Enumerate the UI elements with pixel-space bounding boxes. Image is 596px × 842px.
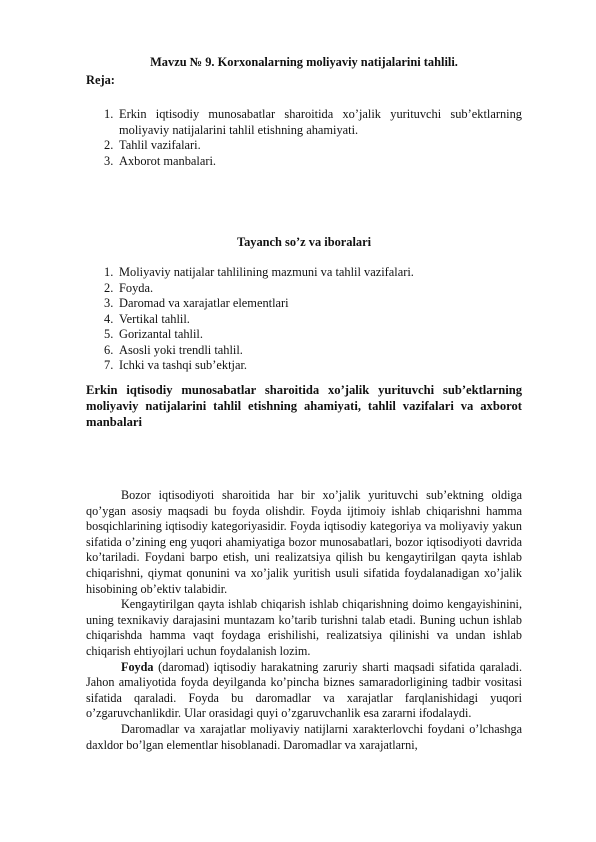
list-number: 3. [104, 153, 114, 168]
list-item [104, 327, 522, 343]
keywords-list [104, 265, 522, 374]
keywords-title: Tayanch so’z va iboralari [236, 235, 372, 249]
list-item [104, 107, 522, 138]
list-number: 6. [104, 342, 114, 357]
list-item-text: Moliyaviy natijalar tahlilining mazmuni va tahlil vazifalari. [119, 265, 414, 279]
list-item [104, 265, 522, 281]
list-number: 5. [104, 327, 114, 341]
paragraph [86, 660, 522, 722]
list-item [104, 343, 522, 359]
list-number: 1. [104, 107, 114, 121]
list-item [104, 154, 522, 170]
list-item-text: Gorizantal tahlil. [119, 327, 203, 341]
list-item-text: Asosli yoki trendli tahlil. [119, 342, 243, 357]
list-number: 2. [104, 280, 114, 295]
list-item-text: Daromad va xarajatlar elementlari [119, 296, 289, 310]
list-item [104, 312, 522, 328]
page-title: Mavzu № 9. Korxonalarning moliyaviy natijalarini tahlili. [150, 55, 458, 69]
paragraph: Kengaytirilgan qayta ishlab chiqarish ishlab chiqarishning doimo kengayishinini, uning texnikaviy darajasini muntazam ko’tarib turishni talab etadi. Buning uchun ishlab chiqarishda hamma vaqt foydaga erishilishi, realizatsiya qilinishi va undan ishlab chiqarish ehtiyojlari uchun foydalanish lozim. [86, 597, 522, 658]
list-item [104, 296, 522, 312]
list-item-text: Axborot manbalari. [119, 153, 217, 168]
list-number: 2. [104, 138, 114, 152]
paragraph: Daromadlar va xarajatlar moliyaviy natijlarni xarakterlovchi foydani o’lchashga daxldor bo’lgan elementlar hisoblanadi. Daromadlar va xarajatlarni, [86, 721, 522, 752]
list-number: 4. [104, 311, 114, 326]
list-item [104, 138, 522, 154]
list-item-text: Foyda. [119, 280, 154, 295]
paragraph: Bozor iqtisodiyoti sharoitida har bir xo’jalik yurituvchi sub’ektning oldiga qo’ygan asosiy maqsadi bu foyda olishdir. Foyda ijtimoiy ishlab chiqarishni hamma bosqichlarining iqtisodiy kategoriyasidir. Foyda iqtisodiy kategoriya va moliyaviy yakun sifatida o’zining eng yuqori ahamiyatiga bozor munosabatlari, bozor iqtisodiyoti davrida ko’tariladi. Foydani barpo etish, uni realizatsiya qilish bu kengaytirilgan qayta ishlab chiqarishni, qiymat qonunini va xo’jalik yuritish usuli sifatida foydalanadigan xo’jalik hisobining ob’ektiv talabidir. [86, 488, 522, 596]
bold-term: Foyda [121, 659, 154, 674]
list-item-text: Erkin iqtisodiy munosabatlar sharoitida xo’jalik yurituvchi sub’ektlarning moliyaviy natijalarini tahlil etishning ahamiyati. [119, 107, 522, 137]
body-text [86, 488, 522, 753]
section-heading: Erkin iqtisodiy munosabatlar sharoitida xo’jalik yurituvchi sub’ektlarning moliyaviy natijalarini tahlil etishning ahamiyati, tahlil vazifalari va axborot manbalari [86, 383, 522, 429]
list-item [104, 281, 522, 297]
list-item-text: Ichki va tashqi sub’ektjar. [119, 358, 248, 372]
list-item-text: Tahlil vazifalari. [119, 138, 201, 152]
list-item-text: Vertikal tahlil. [119, 311, 190, 326]
list-number: 1. [104, 265, 114, 279]
list-item [104, 358, 522, 374]
paragraph-text: (daromad) iqtisodiy harakatning zaruriy sharti maqsadi sifatida qaraladi. Jahon amaliyotida foyda deyilganda ko’pincha biznes samaradorligining tadbir vositasi sifatida qaraladi. Foyda bu daromadlar va xarajatlar farqlanishidagi yuqori o’zgaruvchanlikdir. Ular orasidagi quyi o’zgaruvchanlik esa zararni ifodalaydi. [86, 659, 522, 721]
list-number: 7. [104, 358, 114, 372]
list-number: 3. [104, 296, 114, 310]
plan-list [104, 107, 522, 169]
plan-label: Reja: [86, 73, 115, 87]
